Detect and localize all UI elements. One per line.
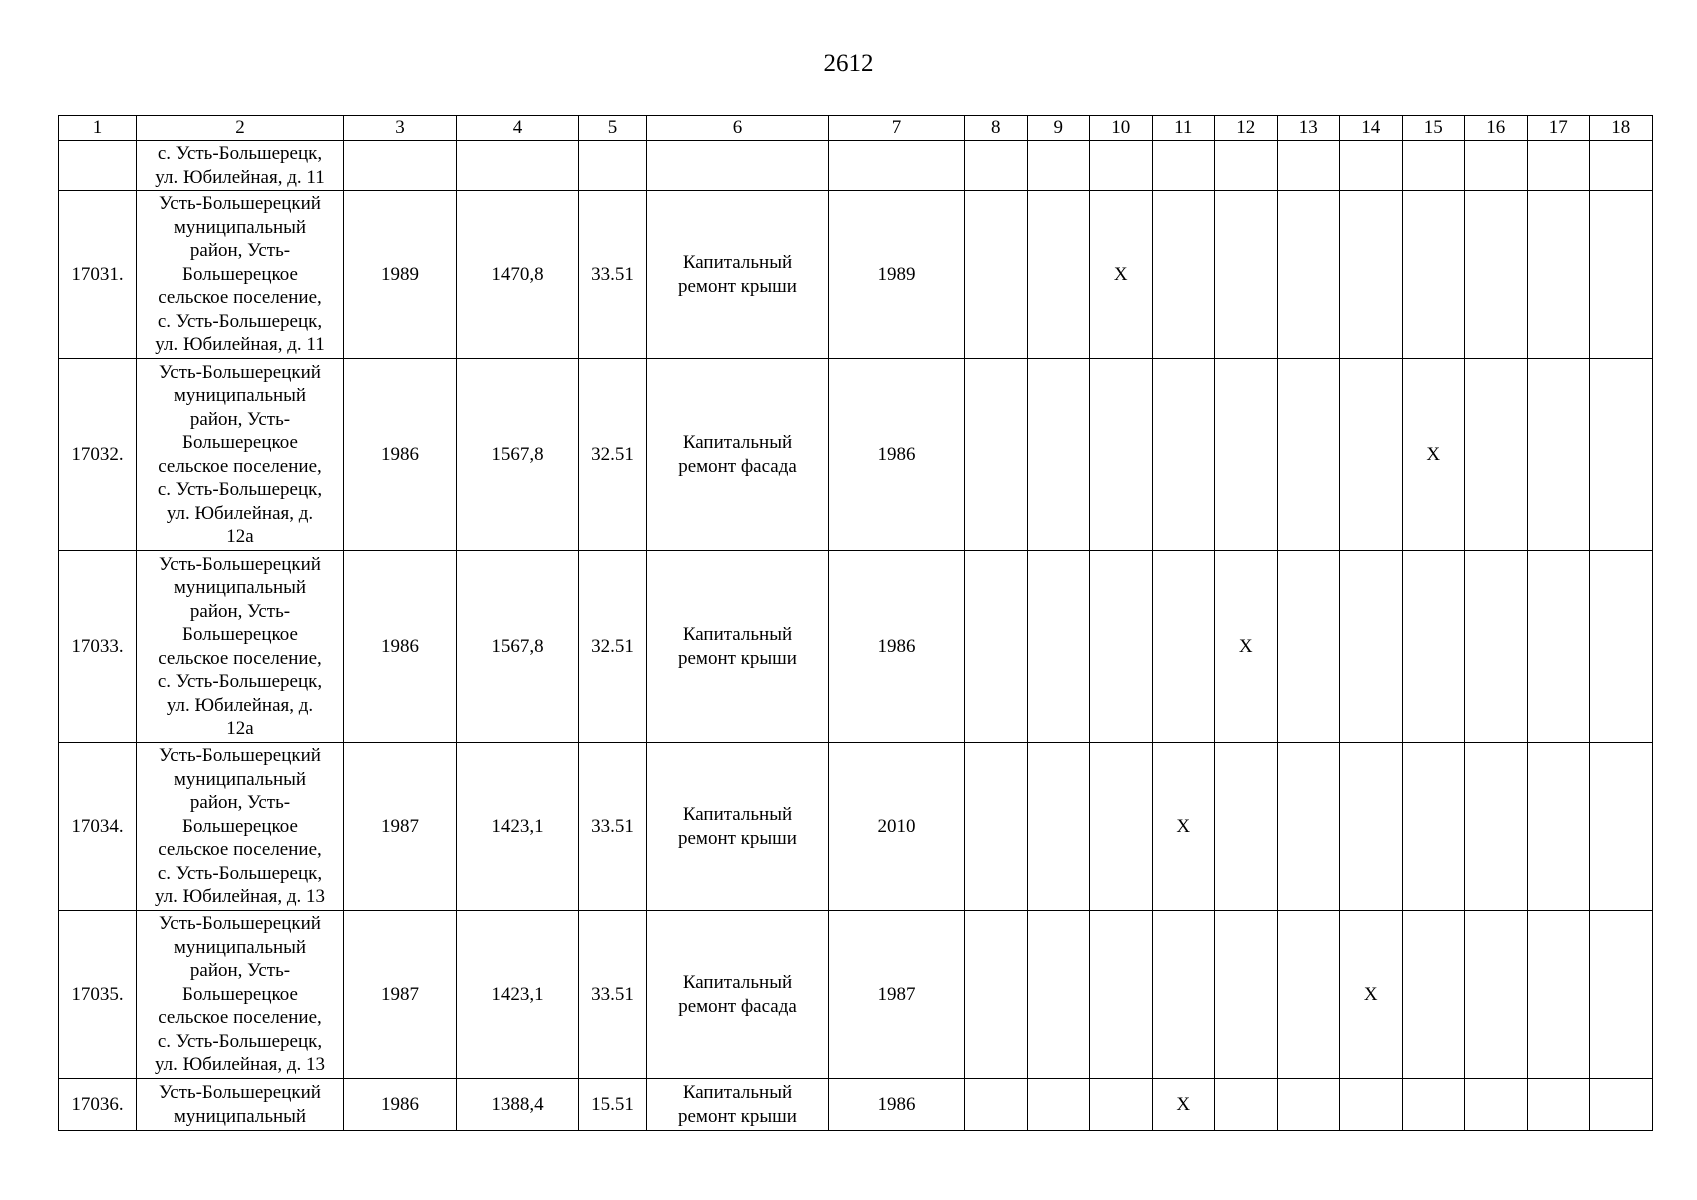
work-type-cell: Капитальный ремонт крыши (647, 1079, 829, 1131)
code-cell: 32.51 (579, 359, 647, 551)
address-cell: Усть-Большерецкий муниципальный район, Усть- Большерецкое сельское поселение, с. Усть-Большерецк, ул. Юбилейная, д. 12а (137, 359, 344, 551)
column-header: 12 (1215, 116, 1278, 141)
empty-cell (1027, 743, 1090, 911)
work-type-cell: Капитальный ремонт крыши (647, 191, 829, 359)
empty-cell (965, 191, 1028, 359)
empty-cell (1152, 359, 1215, 551)
area-cell: 1388,4 (457, 1079, 579, 1131)
row-number: 17036. (59, 1079, 137, 1131)
mark-cell: X (1090, 191, 1153, 359)
code-cell: 33.51 (579, 911, 647, 1079)
empty-cell (1465, 359, 1528, 551)
empty-cell (1590, 551, 1653, 743)
empty-cell (1527, 743, 1590, 911)
area-cell: 1567,8 (457, 359, 579, 551)
year-work-cell: 1987 (829, 911, 965, 1079)
empty-cell (1590, 191, 1653, 359)
empty-cell (965, 141, 1028, 191)
register-table (58, 115, 1653, 1131)
area-cell (457, 141, 579, 191)
empty-cell (1527, 359, 1590, 551)
area-cell: 1567,8 (457, 551, 579, 743)
empty-cell (1465, 911, 1528, 1079)
year-built-cell: 1987 (344, 911, 457, 1079)
column-header: 15 (1402, 116, 1465, 141)
year-work-cell: 1986 (829, 359, 965, 551)
empty-cell (965, 359, 1028, 551)
empty-cell (1090, 1079, 1153, 1131)
code-cell: 33.51 (579, 191, 647, 359)
row-number: 17035. (59, 911, 137, 1079)
empty-cell (1402, 1079, 1465, 1131)
column-header: 11 (1152, 116, 1215, 141)
table-row (59, 191, 1653, 359)
code-cell: 33.51 (579, 743, 647, 911)
empty-cell (1590, 1079, 1653, 1131)
empty-cell (1527, 191, 1590, 359)
row-number (59, 141, 137, 191)
work-type-cell (647, 141, 829, 191)
page-number: 2612 (823, 50, 874, 77)
empty-cell (1340, 743, 1403, 911)
year-work-cell (829, 141, 965, 191)
column-header-row (59, 116, 1653, 141)
year-built-cell: 1987 (344, 743, 457, 911)
year-built-cell: 1986 (344, 359, 457, 551)
address-cell: Усть-Большерецкий муниципальный район, Усть- Большерецкое сельское поселение, с. Усть-Большерецк, ул. Юбилейная, д. 12а (137, 551, 344, 743)
empty-cell (1527, 911, 1590, 1079)
year-built-cell: 1986 (344, 551, 457, 743)
row-number: 17034. (59, 743, 137, 911)
year-work-cell: 1986 (829, 1079, 965, 1131)
mark-cell: X (1152, 743, 1215, 911)
empty-cell (1027, 141, 1090, 191)
column-header: 9 (1027, 116, 1090, 141)
empty-cell (1402, 911, 1465, 1079)
empty-cell (1090, 141, 1153, 191)
empty-cell (1340, 1079, 1403, 1131)
empty-cell (1590, 911, 1653, 1079)
code-cell: 32.51 (579, 551, 647, 743)
empty-cell (1465, 551, 1528, 743)
table-row (59, 1079, 1653, 1131)
empty-cell (1090, 551, 1153, 743)
empty-cell (1027, 359, 1090, 551)
empty-cell (1277, 191, 1340, 359)
year-work-cell: 1986 (829, 551, 965, 743)
empty-cell (1527, 141, 1590, 191)
column-header: 5 (579, 116, 647, 141)
empty-cell (1215, 1079, 1278, 1131)
year-work-cell: 2010 (829, 743, 965, 911)
empty-cell (1152, 191, 1215, 359)
column-header: 6 (647, 116, 829, 141)
mark-cell: X (1152, 1079, 1215, 1131)
row-number: 17031. (59, 191, 137, 359)
empty-cell (1340, 191, 1403, 359)
empty-cell (1402, 743, 1465, 911)
empty-cell (1152, 551, 1215, 743)
empty-cell (1277, 911, 1340, 1079)
column-header: 7 (829, 116, 965, 141)
empty-cell (1027, 1079, 1090, 1131)
empty-cell (1090, 743, 1153, 911)
column-header: 1 (59, 116, 137, 141)
empty-cell (965, 551, 1028, 743)
empty-cell (1027, 551, 1090, 743)
empty-cell (1027, 911, 1090, 1079)
empty-cell (1465, 743, 1528, 911)
mark-cell: X (1340, 911, 1403, 1079)
work-type-cell: Капитальный ремонт крыши (647, 551, 829, 743)
column-header: 14 (1340, 116, 1403, 141)
column-header: 13 (1277, 116, 1340, 141)
column-header: 16 (1465, 116, 1528, 141)
empty-cell (1590, 359, 1653, 551)
empty-cell (1027, 191, 1090, 359)
empty-cell (965, 743, 1028, 911)
mark-cell: X (1215, 551, 1278, 743)
empty-cell (965, 1079, 1028, 1131)
table-row (59, 743, 1653, 911)
column-header: 3 (344, 116, 457, 141)
address-cell: Усть-Большерецкий муниципальный район, Усть- Большерецкое сельское поселение, с. Усть-Большерецк, ул. Юбилейная, д. 13 (137, 911, 344, 1079)
column-header: 10 (1090, 116, 1153, 141)
mark-cell: X (1402, 359, 1465, 551)
empty-cell (1277, 141, 1340, 191)
empty-cell (1277, 743, 1340, 911)
address-cell: Усть-Большерецкий муниципальный район, Усть- Большерецкое сельское поселение, с. Усть-Большерецк, ул. Юбилейная, д. 13 (137, 743, 344, 911)
empty-cell (1215, 743, 1278, 911)
empty-cell (965, 911, 1028, 1079)
table-row (59, 911, 1653, 1079)
address-cell: с. Усть-Большерецк, ул. Юбилейная, д. 11 (137, 141, 344, 191)
empty-cell (1340, 551, 1403, 743)
empty-cell (1215, 141, 1278, 191)
empty-cell (1152, 911, 1215, 1079)
empty-cell (1215, 911, 1278, 1079)
table-row (59, 359, 1653, 551)
empty-cell (1465, 191, 1528, 359)
year-built-cell: 1989 (344, 191, 457, 359)
empty-cell (1402, 141, 1465, 191)
column-header: 8 (965, 116, 1028, 141)
empty-cell (1215, 359, 1278, 551)
year-built-cell (344, 141, 457, 191)
empty-cell (1277, 359, 1340, 551)
empty-cell (1277, 1079, 1340, 1131)
empty-cell (1590, 141, 1653, 191)
empty-cell (1590, 743, 1653, 911)
code-cell: 15.51 (579, 1079, 647, 1131)
empty-cell (1090, 359, 1153, 551)
address-cell: Усть-Большерецкий муниципальный (137, 1079, 344, 1131)
area-cell: 1423,1 (457, 911, 579, 1079)
code-cell (579, 141, 647, 191)
empty-cell (1402, 551, 1465, 743)
empty-cell (1465, 141, 1528, 191)
empty-cell (1527, 1079, 1590, 1131)
column-header: 4 (457, 116, 579, 141)
column-header: 17 (1527, 116, 1590, 141)
empty-cell (1402, 191, 1465, 359)
empty-cell (1465, 1079, 1528, 1131)
table-row (59, 141, 1653, 191)
empty-cell (1090, 911, 1153, 1079)
year-work-cell: 1989 (829, 191, 965, 359)
address-cell: Усть-Большерецкий муниципальный район, Усть- Большерецкое сельское поселение, с. Усть-Большерецк, ул. Юбилейная, д. 11 (137, 191, 344, 359)
area-cell: 1470,8 (457, 191, 579, 359)
year-built-cell: 1986 (344, 1079, 457, 1131)
empty-cell (1152, 141, 1215, 191)
row-number: 17033. (59, 551, 137, 743)
area-cell: 1423,1 (457, 743, 579, 911)
column-header: 2 (137, 116, 344, 141)
table-row (59, 551, 1653, 743)
row-number: 17032. (59, 359, 137, 551)
work-type-cell: Капитальный ремонт фасада (647, 911, 829, 1079)
empty-cell (1277, 551, 1340, 743)
empty-cell (1215, 191, 1278, 359)
column-header: 18 (1590, 116, 1653, 141)
empty-cell (1527, 551, 1590, 743)
work-type-cell: Капитальный ремонт крыши (647, 743, 829, 911)
work-type-cell: Капитальный ремонт фасада (647, 359, 829, 551)
empty-cell (1340, 359, 1403, 551)
empty-cell (1340, 141, 1403, 191)
